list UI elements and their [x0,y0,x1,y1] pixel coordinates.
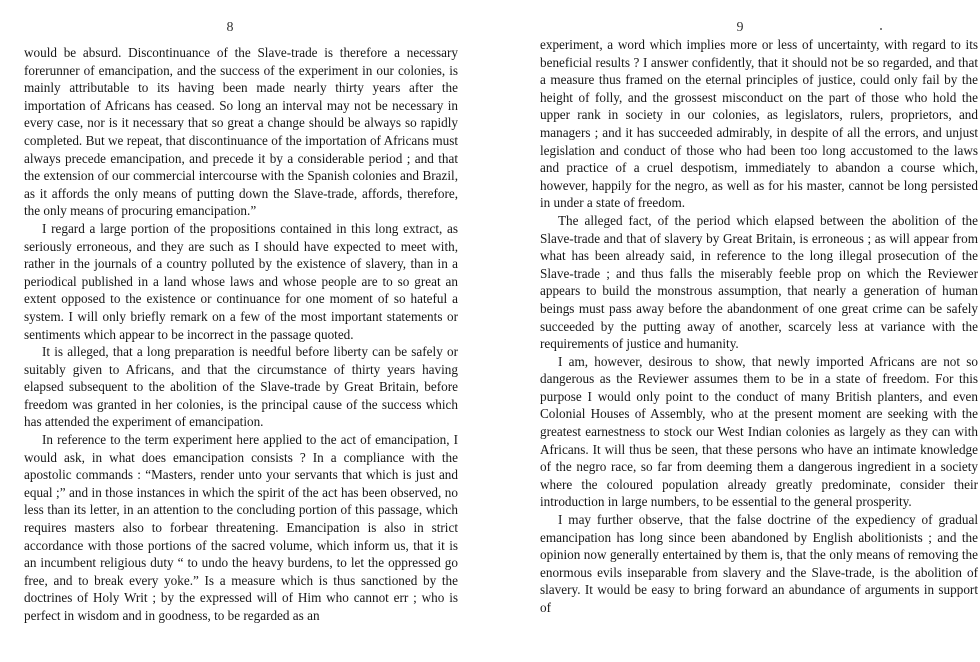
page-number-left: 8 [226,20,234,35]
paragraph: would be absurd. Discontinuance of the Slave-trade is therefore a necessary forerunner of emancipation, and the success of the experiment in our colonies, is mainly attributable to its having been made nearly thirty years after the importation of Africans has ceased. So long an interval may not be necessary in every case, nor is it necessary that so great a change should be always so rapidly completed. But we repeat, that discontinuance of the importation of Africans must always precede emancipation, and precede it by a considerable period ; and that the extension of our commercial intercourse with the Spanish colonies and Brazil, as it affords the only means of putting down the Slave-trade, affords, therefore, the only means of procuring emancipation.” [24,45,458,219]
paragraph: I may further observe, that the false doctrine of the expediency of gradual emancipation has long since been abandoned by English abolitionists ; and the opinion now generally entertained by them is, that the only means of removing the enormous evils inseparable from slavery and the Slave-trade, is the abolition of slavery. It would be easy to bring forward an abundance of arguments in support of [540,512,978,615]
paragraph: It is alleged, that a long preparation is needful before liberty can be safely or suitably given to Africans, and that the circumstance of thirty years having elapsed subsequent to the abolition of the Slave-trade by Great Britain, before freedom was granted in her colonies, is the principal cause of the success which has attended the experiment of emancipation. [24,344,458,430]
right-page [520,0,980,662]
paragraph: The alleged fact, of the period which elapsed between the abolition of the Slave-trade and that of slavery by Great Britain, is erroneous ; as will appear from what has been already said, in reference to the long illegal prosecution of the Slave-trade ; and thus falls the miserably feeble prop on which the Reviewer appears to build the monstrous assumption, that nearly a generation of human beings must pass away before the abandonment of one great crime can be safely succeeded by the putting away of another, scarcely less at variance with the requirements of justice and humanity. [540,212,978,352]
left-page-body [24,44,458,625]
paragraph: In reference to the term experiment here applied to the act of emancipation, I would ask, in what does emancipation consists ? In a compliance with the apostolic commands : “Masters, render unto your servants that which is just and equal ;” and in those instances in which the spirit of the act has been observed, no less than its letter, in an attention to the concluding portion of this passage, which requires masters also to forbear threatening. Emancipation is also in strict accordance with those portions of the sacred volume, which inform us, that it is an incumbent religious duty “ to undo the heavy burdens, to let the oppressed go free, and to break every yoke.” Is a measure which is thus sanctioned by the doctrines of Holy Writ ; by the expressed will of Him who cannot err ; who is perfect in wisdom and in goodness, to be regarded as an [24,432,458,623]
paragraph: experiment, a word which implies more or less of uncertainty, with regard to its beneficial results ? I answer confidently, that it should not be so regarded, and that a measure thus framed on the eternal principles of justice, could only fail by the height of folly, and the grossest misconduct on the part of those who hold the upper rank in society in our colonies, as legislators, rulers, proprietors, and managers ; and it has succeeded admirably, in despite of all the errors, and unjust legislation and conduct of those who had been too long accustomed to the laws and practice of a cruel despotism, immediately to abandon a course which, however, happily for the negro, as well as for his master, cannot be long persisted in under a state of freedom. [540,37,978,211]
paragraph: I am, however, desirous to show, that newly imported Africans are not so dangerous as the Reviewer assumes them to be in a state of freedom. For this purpose I would only point to the conduct of many British planters, and even Colonial Houses of Assembly, who at the present moment are seeking with the greatest earnestness to stock our West Indian colonies as largely as they can with Africans. It will thus be seen, that these persons who have an intimate knowledge of the negro race, so far from deeming them a dangerous ingredient in a society where the coloured population already greatly predominate, consider their introduction in large numbers, to be essential to the general prosperity. [540,353,978,510]
right-page-body [540,36,978,617]
page-number-right: 9 [736,20,744,35]
paragraph: I regard a large portion of the propositions contained in this long extract, as seriously erroneous, and they are such as I should have expected to meet with, rather in the journals of a country polluted by the existence of slavery, than in a periodical published in a land whose laws and whose people are to so great an extent opposed to the existence or continuance for one moment of so hateful a system. I will only briefly remark on a few of the most important statements or sentiments which appear to be incorrect in the passage quoted. [24,220,458,342]
print-speck [880,28,882,30]
left-page [0,0,470,662]
